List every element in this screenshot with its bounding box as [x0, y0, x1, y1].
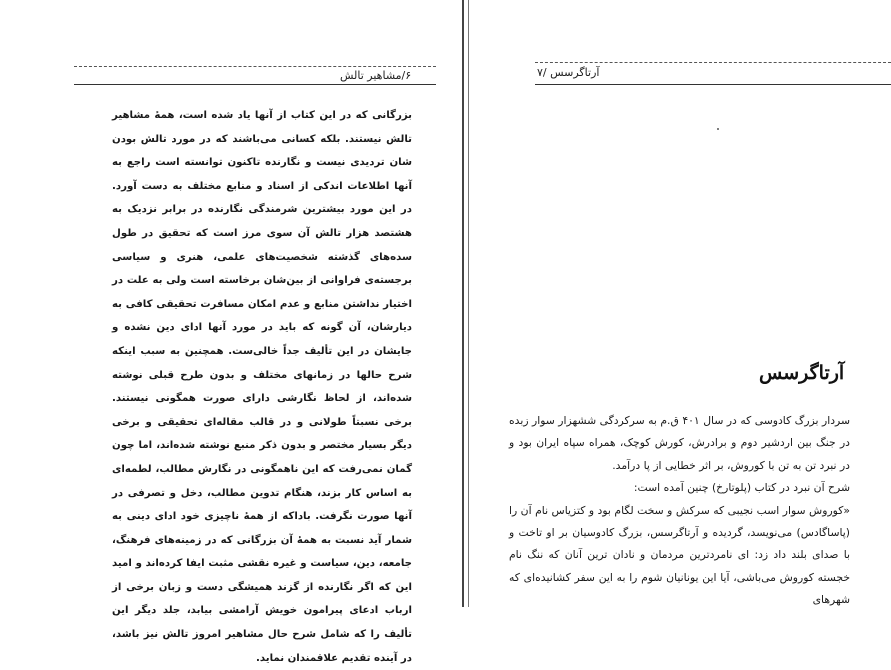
- paragraph: شرح آن نبرد در کتاب (پلوتارخ) چنین آمده است:: [633, 481, 850, 495]
- ink-speck: [717, 128, 719, 130]
- paragraph: «کوروش سوار اسب نجیبی که سرکش و سخت لگام بود و کتزیاس نام آن را (پاساگادس) می‌نویسد، گردیده و آرتاگرسس، بزرگ کادوسیان بر او تاخت و با صدای بلند داد زد: ای نامردترین مردمان و نادان ترین آنان که ننگ نام خجسته کوروش می‌باشی، آیا این یونانیان شوم را به این سفر کشانیده‌ای که شهرهای: [509, 503, 850, 607]
- running-head: ۶/مشاهیر تالش: [340, 69, 412, 82]
- body-text: [112, 104, 412, 670]
- header-rule: [535, 84, 891, 85]
- right-page: [469, 0, 891, 607]
- body-text: [509, 410, 850, 612]
- book-gutter: [462, 0, 469, 607]
- header-rule: [74, 84, 436, 85]
- running-head: آرتاگرسس /۷: [537, 66, 600, 79]
- paragraph: سردار بزرگ کادوسی که در سال ۴۰۱ ق.م به سرکردگی ششهزار سوار زبده در جنگ بین اردشیر دوم و برادرش، کورش کوچک، همراه سپاه ایران بود و در نبرد تن به تن با کوروش، بر اثر خطایی از پا درآمد.: [509, 414, 851, 472]
- header-rule-dashed: [74, 66, 436, 67]
- header-rule-dashed: [535, 62, 891, 63]
- chapter-title: آرتاگرسس: [759, 362, 845, 384]
- paragraph: بزرگانی که در این کتاب از آنها یاد شده است، همهٔ مشاهیر تالش نیستند. بلکه کسانی می‌باشند که در مورد تالش بودن شان تردیدی نیست و نگارنده تاکنون توانسته است راجع به آنها اطلاعات اندکی از اسناد و منابع مختلف به دست آورد. در این مورد بیشترین شرمندگی نگارنده در برابر نزدیک به هشتصد هزار تالش آن سوی مرز است که تحقیق در طول سده‌های گذشته شخصیت‌های علمی، هنری و سیاسی برجسته‌ی فراوانی از بین‌شان برخاسته است ولی به علت در اختیار نداشتن منابع و عدم امکان مسافرت تحقیقی کافی به دیارشان، آن گونه که باید در مورد آنها ادای دین نشده و جایشان در این تألیف جداً خالی‌ست. همچنین به سبب اینکه شرح حالها در زمانهای مختلف و بدون طرح قبلی نوشته شده‌اند، از لحاظ نگارشی دارای صورت همگونی نیستند. برخی نسبتاً طولانی و در قالب مقاله‌ای تحقیقی و برخی دیگر بسیار مختصر و بدون ذکر منبع نوشته شده‌اند، اما چون گمان نمی‌رفت که این ناهمگونی در نگارش مطالب، لطمه‌ای به اساس کار بزند، هنگام تدوین مطالب، دخل و تصرفی در آنها صورت نگرفت. باداکه از همهٔ ناچیزی خود ادای دینی به شمار آید نسبت به همهٔ آن بزرگانی که در زمینه‌های فرهنگ، جامعه، دین، سیاست و غیره نقشی مثبت ایفا کرده‌اند و امید این که اگر نگارنده از گزند همیشگی دست و زبان برخی از ارباب ادعای پیرامون خویش آرامشی بیابد، جلد دیگر این تألیف را که شامل شرح حال مشاهیر امروز تالش نیز باشد، در آینده تقدیم علاقمندان نماید.: [112, 110, 412, 664]
